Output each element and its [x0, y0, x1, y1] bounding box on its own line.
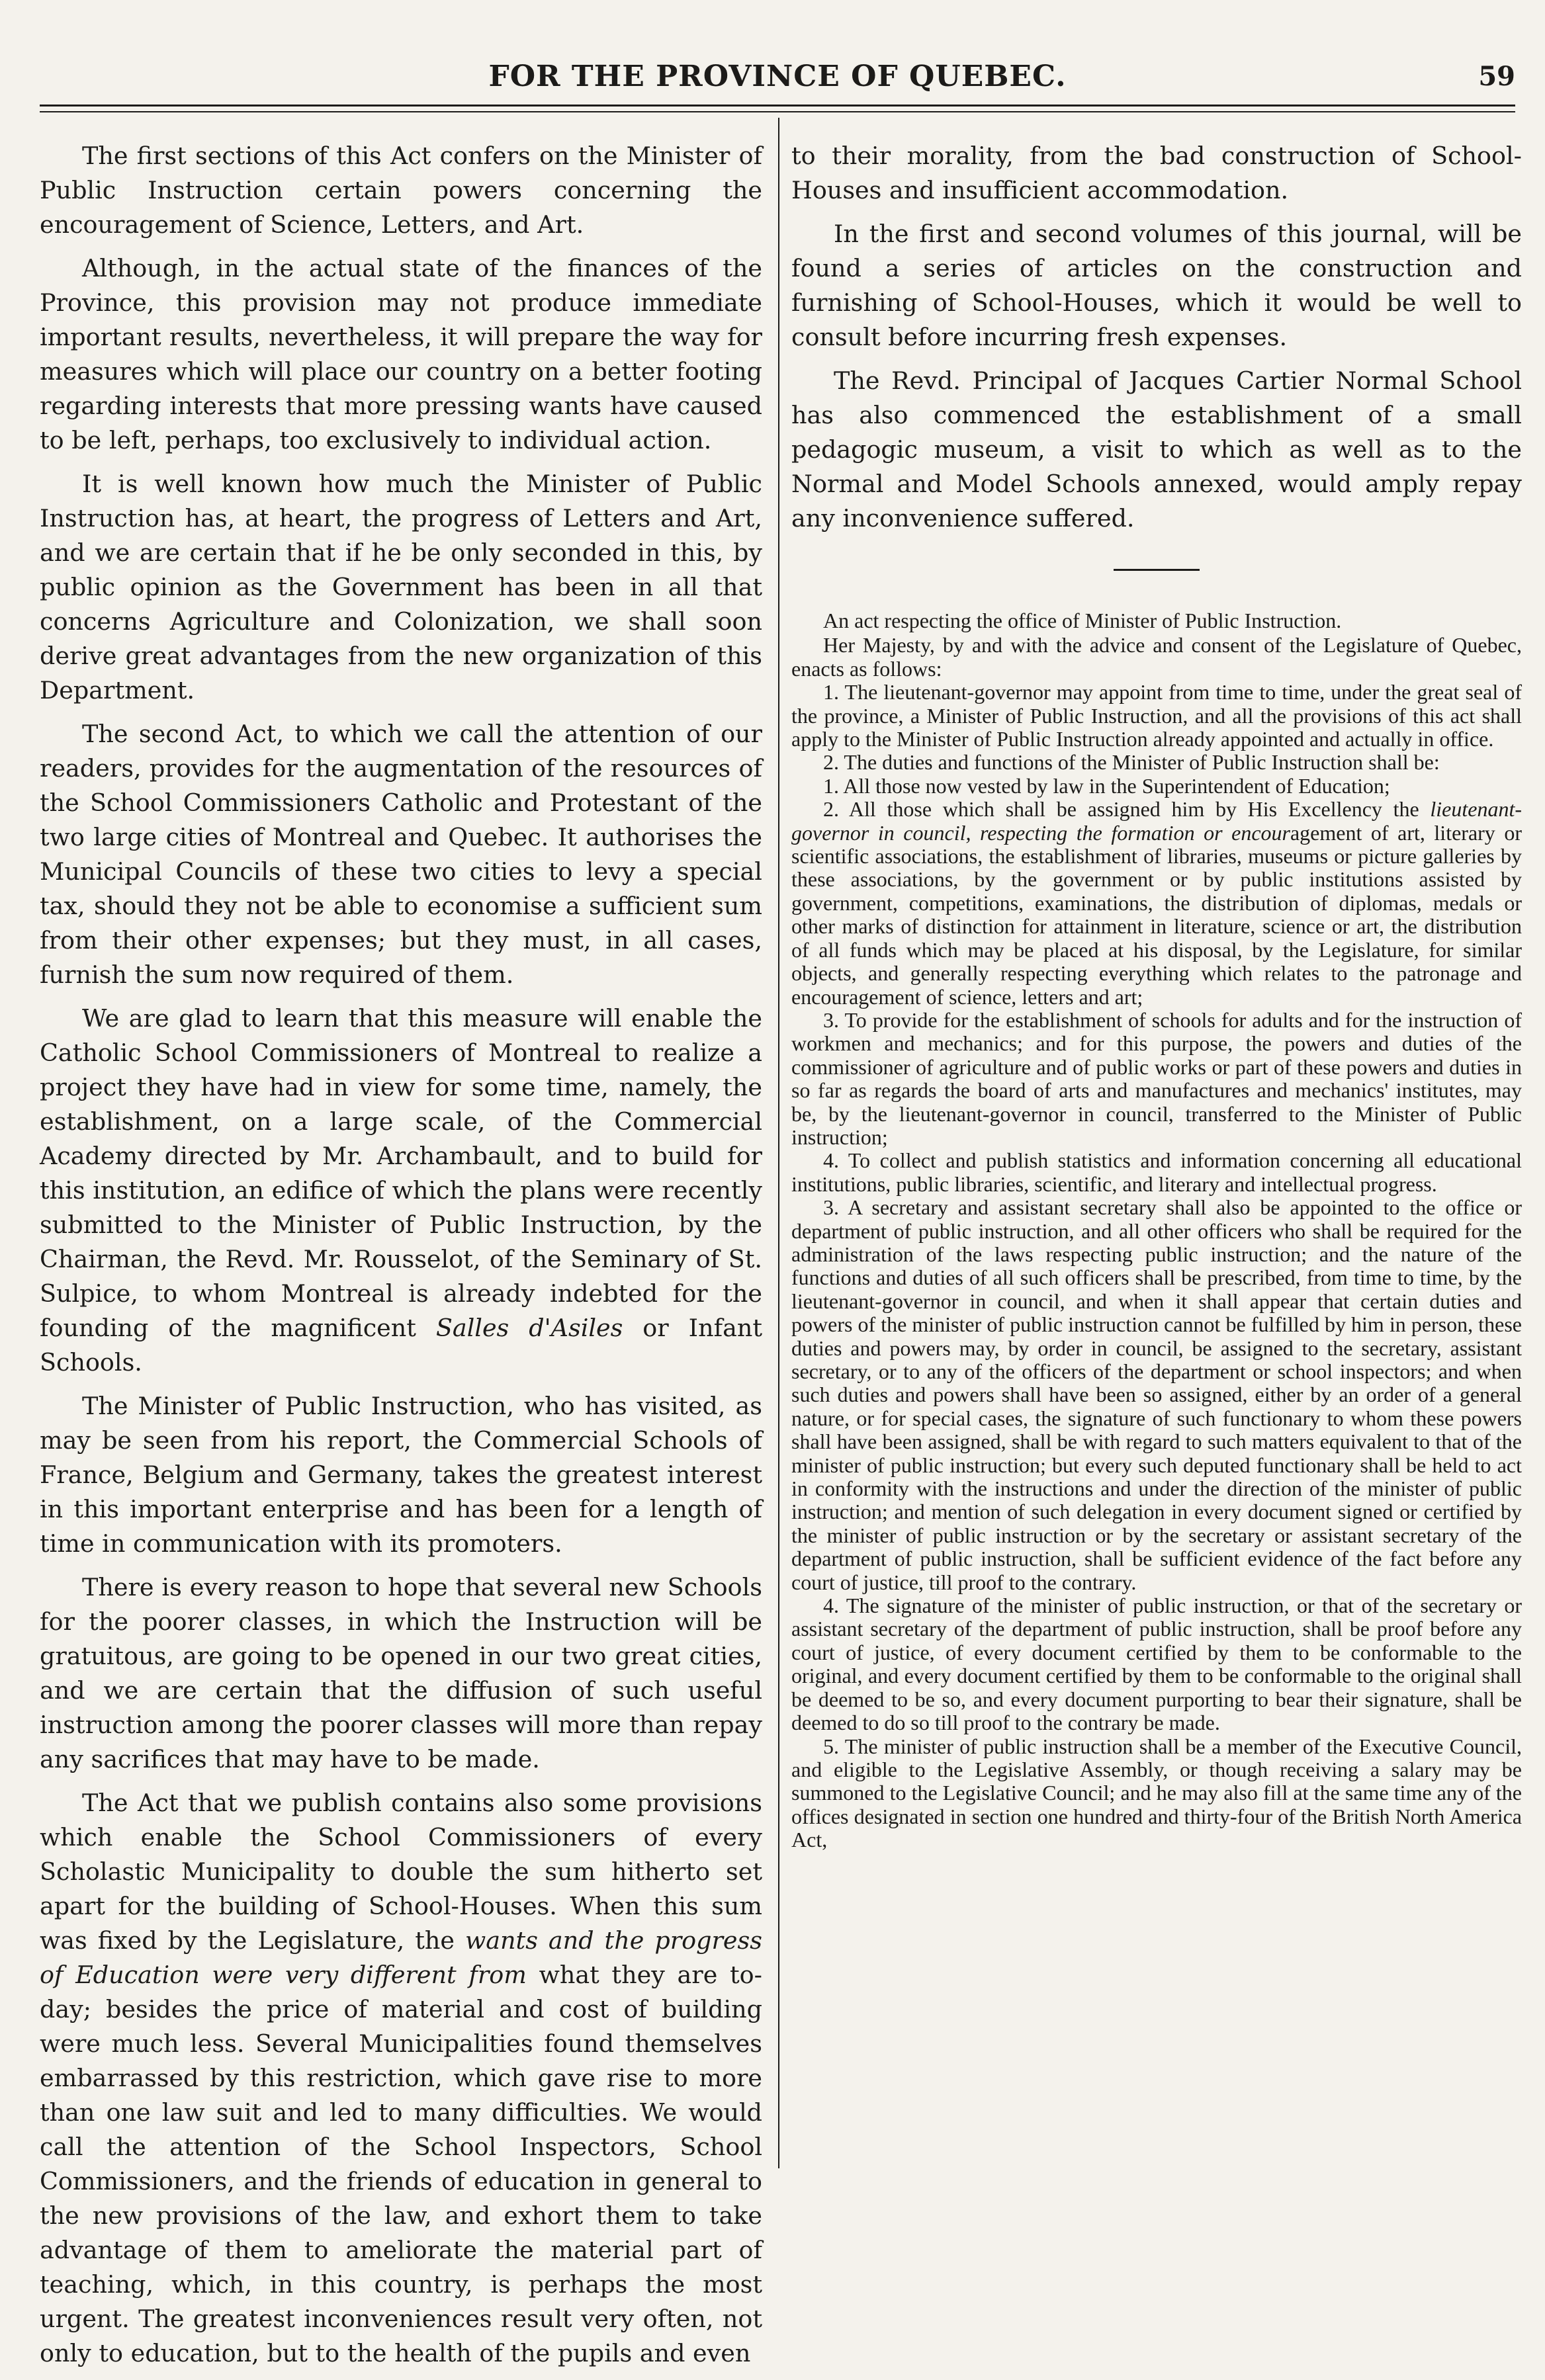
act-subsection: 4. To collect and publish statistics and information concerning all educational institutions, public libraries, scientific, and literary and intellectual progress.	[791, 1148, 1522, 1196]
article-paragraph: It is well known how much the Minister of Public Instruction has, at heart, the progress of Letters and Art, and we are certain that if he be only seconded in this, by public opinion as the Government has been in all that concerns Agriculture and Colonization, we shall soon derive great advantages from the new organization of this Department.	[40, 470, 762, 704]
act-text	[791, 609, 1522, 1852]
article-paragraph-continued: to their morality, from the bad construction of School-Houses and insufficient accommodation.	[791, 142, 1522, 204]
right-column	[791, 139, 1522, 1852]
act-section: 3. A secretary and assistant secretary shall also be appointed to the office or department of public instruction, and all other officers who shall be required for the administration of the laws respecting public instruction; and the nature of the functions and duties of all such officers shall be prescribed, from time to time, by the lieutenant-governor in council, and when it shall appear that certain duties and powers of the minister of public instruction cannot be fulfilled by him in person, these duties and powers may, by order in council, be assigned to the secretary, assistant secretary, or to any of the officers of the department or school inspectors; and when such duties and powers shall have been so assigned, either by an order of a general nature, or for special cases, the signature of such functionary to whom these powers shall have been assigned, shall be with regard to such matters equivalent to that of the minister of public instruction; but every such deputed functionary shall be held to act in conformity with the instructions and under the direction of the minister of public instruction; and mention of such delegation in every document signed or certified by the minister of public instruction or by the secretary or assistant secretary of the department of public instruction, shall be sufficient evidence of the fact before any court of justice, till proof to the contrary.	[791, 1195, 1522, 1594]
running-title: FOR THE PROVINCE OF QUEBEC.	[488, 60, 1067, 93]
page-header	[40, 0, 1515, 116]
article-paragraph: The first sections of this Act confers on the Minister of Public Instruction certain powers concerning the encouragement of Science, Letters, and Art.	[40, 142, 762, 239]
article-paragraph: In the first and second volumes of this journal, will be found a series of articles on the construction and furnishing of School-Houses, which it would be well to consult before incurring fresh expenses.	[791, 220, 1522, 351]
act-subsection: 2. All those which shall be assigned him by His Excellency the lieutenant-governor in council, respecting the formation or encouragement of art, literary or scientific associations, the establishment of libraries, museums or picture galleries by these associations, by the government or by public institutions assisted by government, competitions, examinations, the distribution of diplomas, medals or other marks of distinction for attainment in literature, science or art, the distribution of all funds which may be placed at his disposal, by the Legislature, for similar objects, and generally respecting everything which relates to the patronage and encouragement of science, letters and art;	[791, 797, 1522, 1009]
act-preamble: Her Majesty, by and with the advice and consent of the Legislature of Quebec, enacts as follows:	[791, 633, 1522, 681]
article-paragraph: The second Act, to which we call the attention of our readers, provides for the augmentation of the resources of the School Commissioners Catholic and Protestant of the two large cities of Montreal and Quebec. It authorises the Municipal Councils of these two cities to levy a special tax, should they not be able to economise a sufficient sum from their other expenses; but they must, in all cases, furnish the sum now required of them.	[40, 720, 762, 989]
header-rule	[40, 105, 1515, 106]
article-paragraph: We are glad to learn that this measure will enable the Catholic School Commissioners of Montreal to realize a project they have had in view for some time, namely, the establishment, on a large scale, of the Commercial Academy directed by Mr. Archambault, and to build for this institution, an edifice of which the plans were recently submitted to the Minister of Public Instruction, by the Chairman, the Revd. Mr. Rousselot, of the Seminary of St. Sulpice, to whom Montreal is already indebted for the founding of the magnificent Salles d'Asiles or Infant Schools.	[40, 1004, 763, 1377]
italic-phrase: lieutenant-governor in council, respecting the formation or encour	[791, 797, 1522, 845]
italic-phrase: Salles d'Asiles	[435, 1314, 623, 1342]
act-subsection: 3. To provide for the establishment of schools for adults and for the instruction of workmen and mechanics; and for this purpose, the powers and duties of the commissioner of agriculture and of public works or part of these powers and duties in so far as regards the board of arts and manufactures and mechanics' institutes, may be, by the lieutenant-governor in council, transferred to the Minister of Public instruction;	[791, 1007, 1522, 1149]
act-subsection: 1. All those now vested by law in the Superintendent of Education;	[823, 773, 1390, 798]
article-paragraph: There is every reason to hope that several new Schools for the poorer classes, in which the Instruction will be gratuitous, are going to be opened in our two great cities, and we are certain that the diffusion of such useful instruction among the poorer classes will more than repay any sacrifices that may have to be made.	[40, 1573, 762, 1773]
column-divider	[778, 118, 779, 2168]
act-section: 2. The duties and functions of the Minister of Public Instruction shall be:	[823, 750, 1440, 775]
page-number: 59	[1478, 61, 1515, 92]
article-paragraph: The Revd. Principal of Jacques Cartier Normal School has also commenced the establishment of a small pedagogic museum, a visit to which as well as to the Normal and Model Schools annexed, would amply repay any inconvenience suffered.	[791, 366, 1522, 532]
act-section: 1. The lieutenant-governor may appoint from time to time, under the great seal of the province, a Minister of Public Instruction, and all the provisions of this act shall apply to the Minister of Public Instruction already appointed and actually in office.	[791, 680, 1522, 751]
header-rule	[40, 111, 1515, 112]
italic-phrase: wants and the progress of Education were very different from	[40, 1926, 762, 1989]
article-paragraph: The Act that we publish contains also some provisions which enable the School Commissioners of every Scholastic Municipality to double the sum hitherto set apart for the building of School-Houses. When this sum was fixed by the Legislature, the wants and the progress of Education were very different from what they are to-day; besides the price of material and cost of building were much less. Several Municipalities found themselves embarrassed by this restriction, which gave rise to more than one law suit and led to many difficulties. We would call the attention of the School Inspectors, School Commissioners, and the friends of education in general to the new provisions of the law, and exhort them to take advantage of them to ameliorate the material part of teaching, which, in this country, is perhaps the most urgent. The greatest inconveniences result very often, not only to education, but to the health of the pupils and even	[40, 1789, 762, 2367]
act-section: 4. The signature of the minister of public instruction, or that of the secretary or assistant secretary of the department of public instruction, shall be proof before any court of justice, of every document certified by them to be conformable to the original, and every document certified by them to be conformable to the original shall be deemed to be so, and every document purporting to bear their signature, shall be deemed to do so till proof to the contrary be made.	[791, 1594, 1522, 1735]
section-separator	[1114, 569, 1200, 571]
article-paragraph: The Minister of Public Instruction, who has visited, as may be seen from his report, the Commercial Schools of France, Belgium and Germany, takes the greatest interest in this important enterprise and has been for a length of time in communication with its promoters.	[40, 1392, 762, 1558]
act-section: 5. The minister of public instruction shall be a member of the Executive Council, and eligible to the Legislative Assembly, or though receiving a salary may be summoned to the Legislative Council; and he may also fill at the same time any of the offices designated in section one hundred and thirty-four of the British North America Act,	[791, 1734, 1522, 1852]
left-column	[40, 139, 762, 2380]
article-paragraph: Although, in the actual state of the finances of the Province, this provision may not produce immediate important results, nevertheless, it will prepare the way for measures which will place our country on a better footing regarding interests that more pressing wants have caused to be left, perhaps, too exclusively to individual action.	[40, 254, 762, 454]
act-title: An act respecting the office of Minister of Public Instruction.	[823, 609, 1342, 632]
